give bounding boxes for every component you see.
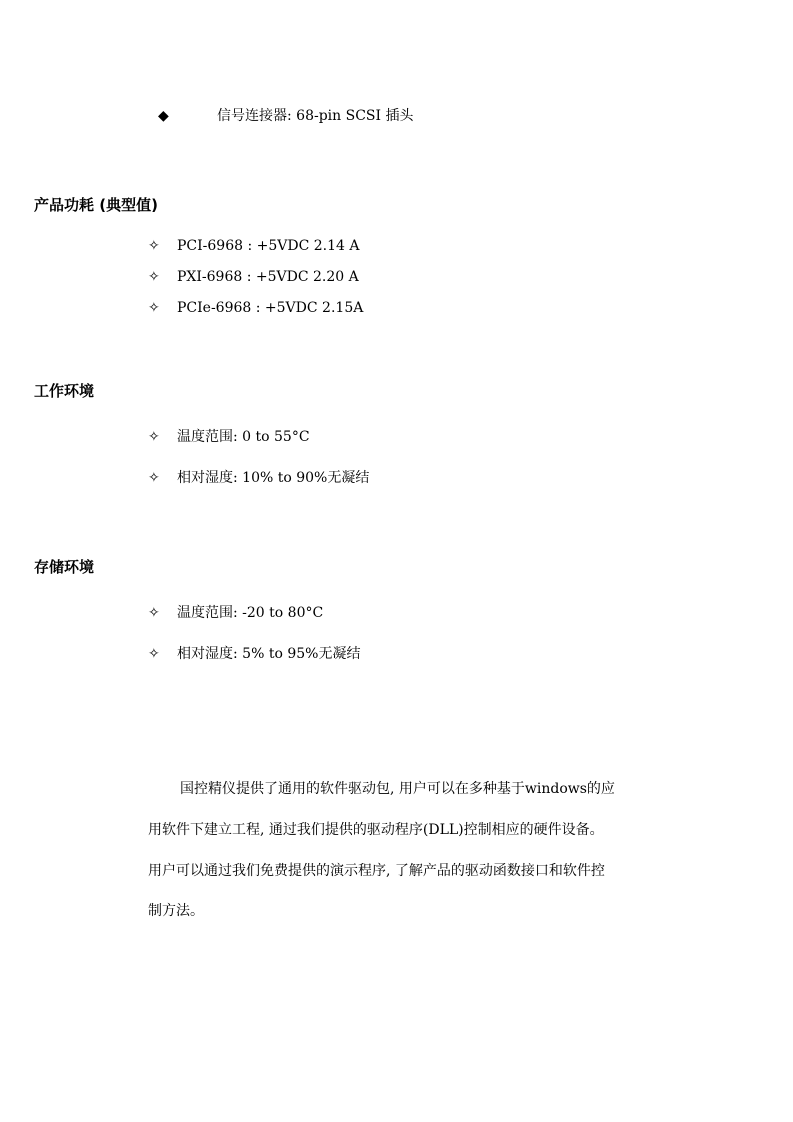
power-item: PCI-6968 : +5VDC 2.14 A xyxy=(177,238,360,254)
storage-humidity: 相对湿度: 5% to 95%无凝结 xyxy=(177,646,361,662)
star-bullet-icon: ✧ xyxy=(148,646,160,662)
power-item: PCIe-6968 : +5VDC 2.15A xyxy=(177,300,364,316)
operating-temperature: 温度范围: 0 to 55°C xyxy=(177,429,310,445)
star-bullet-icon: ✧ xyxy=(148,238,160,254)
operating-humidity: 相对湿度: 10% to 90%无凝结 xyxy=(177,470,370,486)
storage-temperature: 温度范围: -20 to 80°C xyxy=(177,605,324,621)
paragraph-line: 用软件下建立工程, 通过我们提供的驱动程序(DLL)控制相应的硬件设备。 xyxy=(148,822,604,838)
star-bullet-icon: ✧ xyxy=(148,269,160,285)
star-bullet-icon: ✧ xyxy=(148,470,160,486)
star-bullet-icon: ✧ xyxy=(148,605,160,621)
power-item: PXI-6968 : +5VDC 2.20 A xyxy=(177,269,359,285)
paragraph-line: 用户可以通过我们免费提供的演示程序, 了解产品的驱动函数接口和软件控 xyxy=(148,863,605,879)
star-bullet-icon: ✧ xyxy=(148,429,160,445)
storage-env-heading: 存储环境 xyxy=(34,558,95,576)
paragraph-line: 国控精仪提供了通用的软件驱动包, 用户可以在多种基于windows的应 xyxy=(180,781,615,797)
star-bullet-icon: ✧ xyxy=(148,300,160,316)
paragraph-line: 制方法。 xyxy=(148,903,204,919)
operating-env-heading: 工作环境 xyxy=(34,382,95,400)
power-heading: 产品功耗 (典型值) xyxy=(34,196,158,214)
connector-spec: 信号连接器: 68-pin SCSI 插头 xyxy=(217,108,414,124)
diamond-bullet-icon: ◆ xyxy=(158,108,169,124)
